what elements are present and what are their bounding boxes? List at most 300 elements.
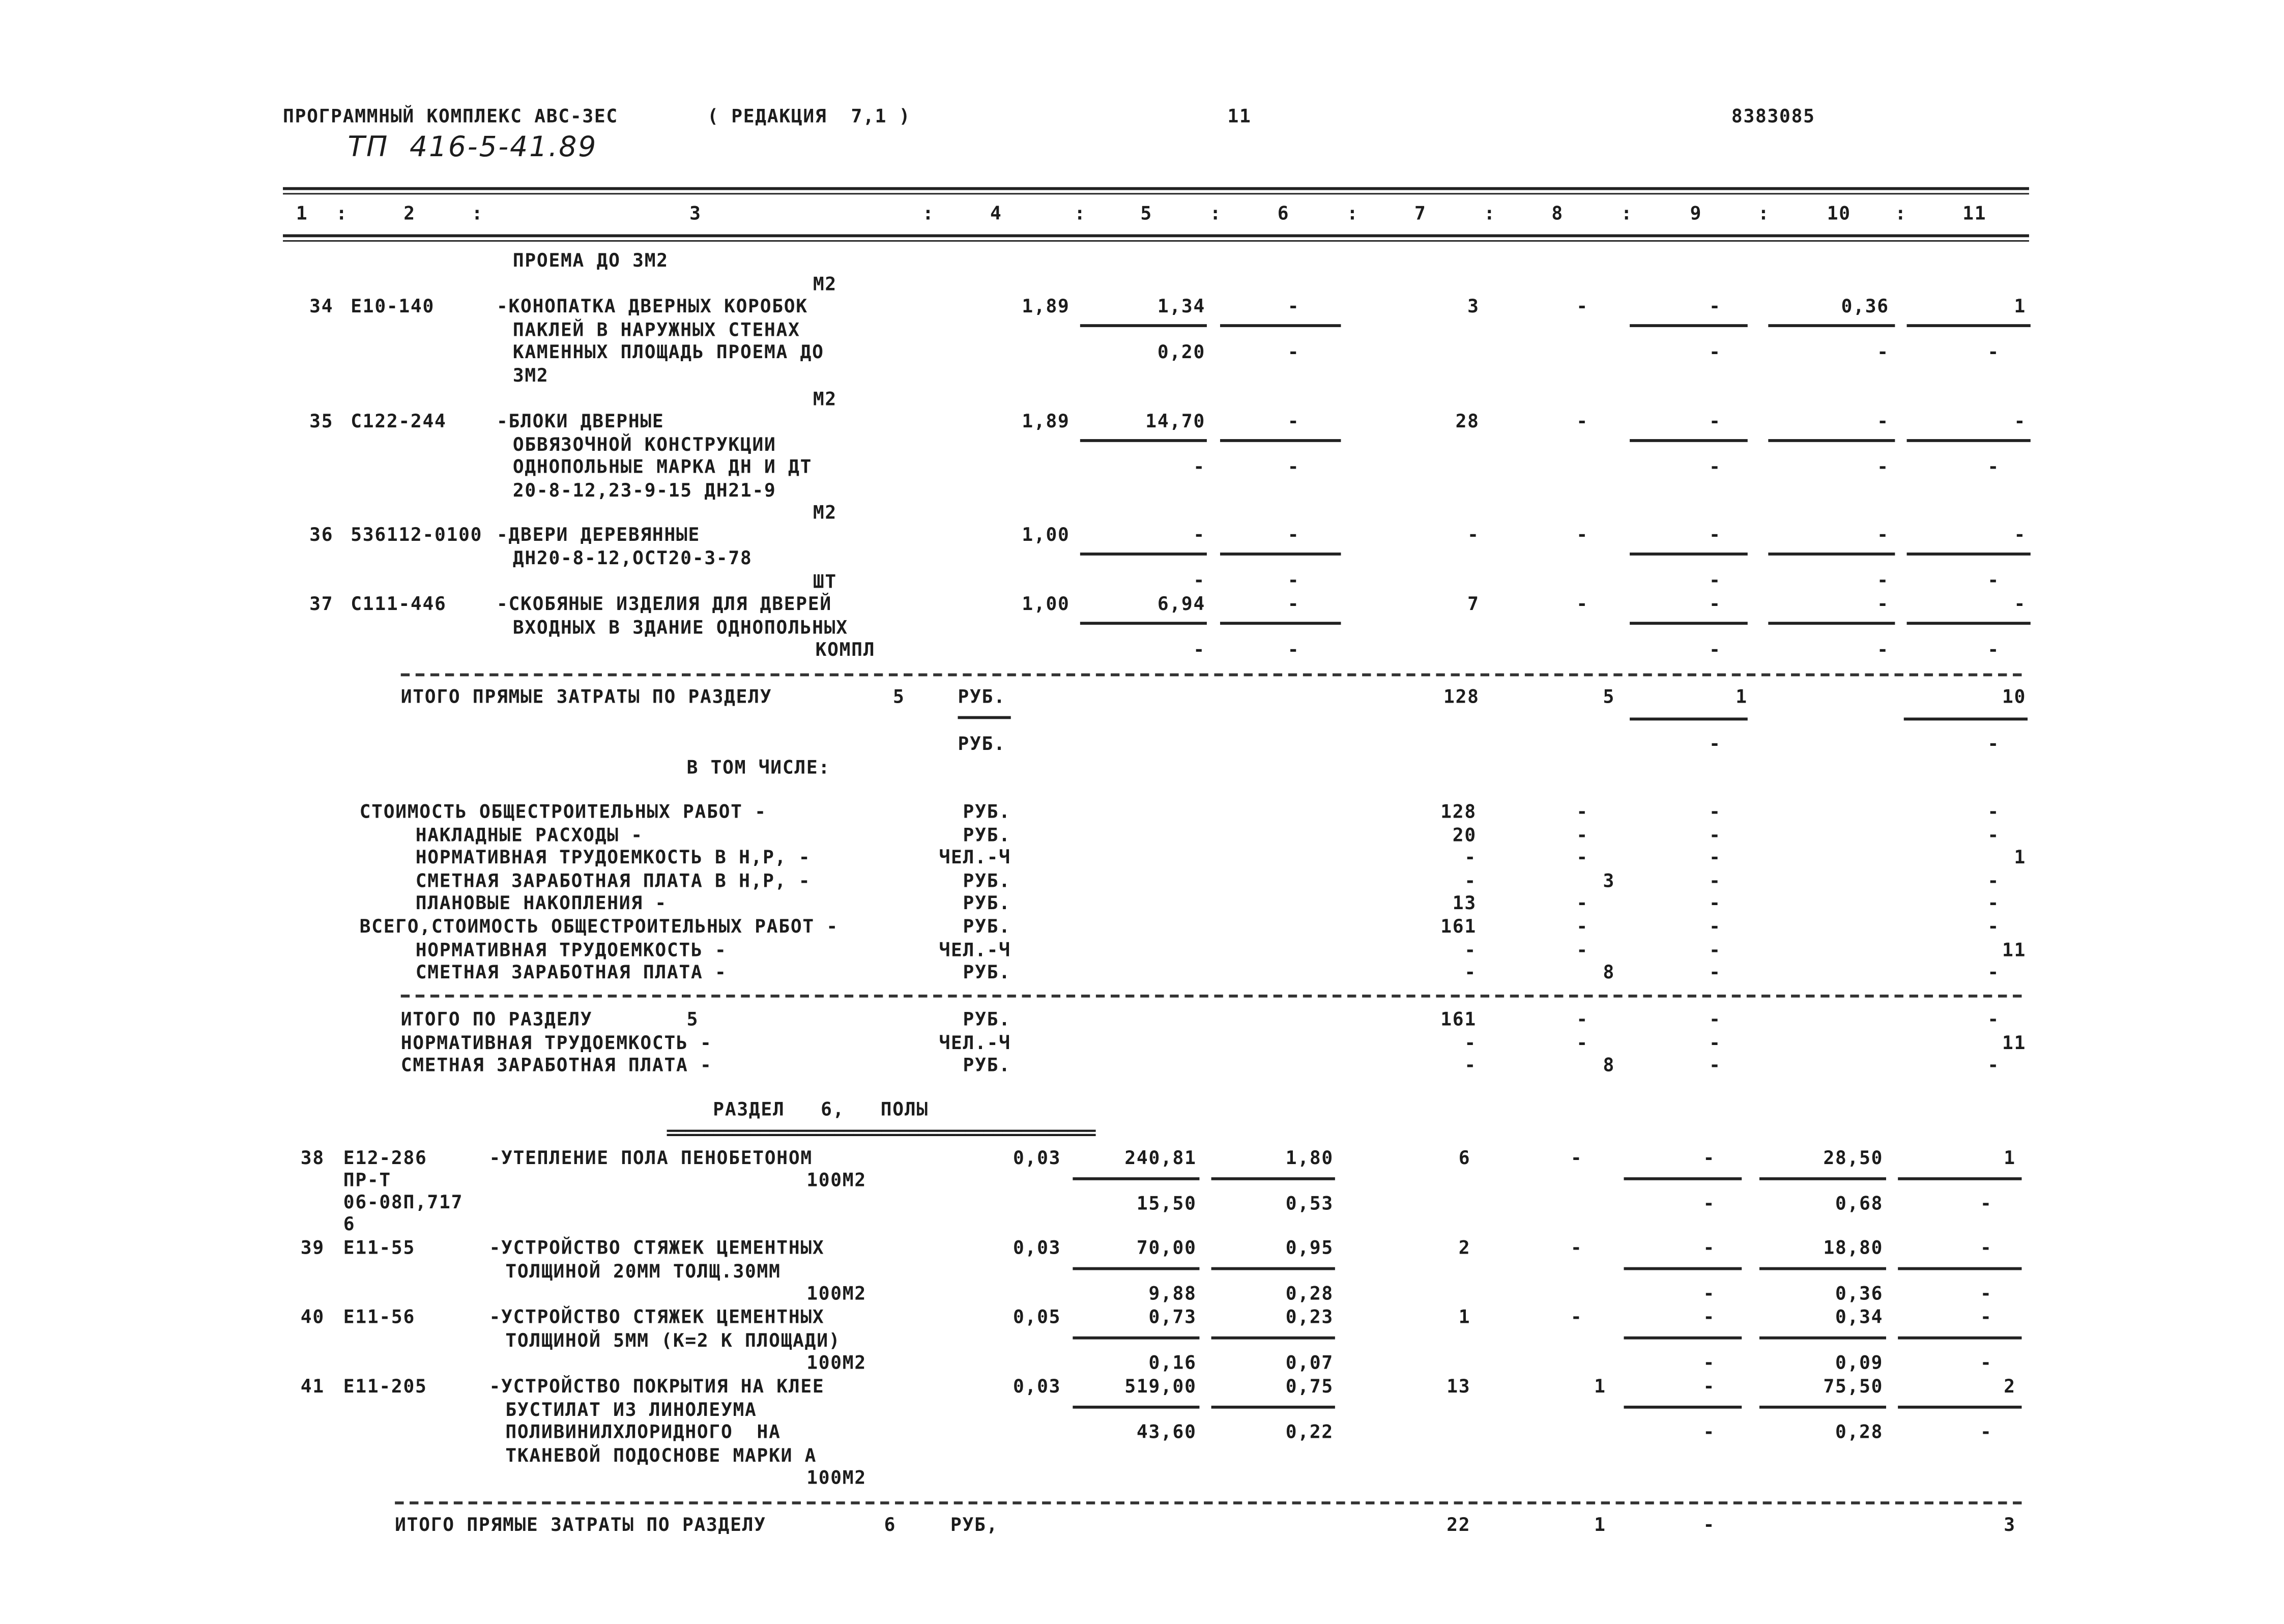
section-total-col11: -	[1987, 1007, 2000, 1030]
item-code: Е11-205	[343, 1375, 427, 1397]
col6-wage: -	[1287, 638, 1300, 660]
col10-value: 18,80	[1823, 1236, 1884, 1259]
breakdown-col8: -	[1576, 846, 1588, 868]
item-description: -СКОБЯНЫЕ ИЗДЕЛИЯ ДЛЯ ДВЕРЕЙ	[496, 592, 832, 615]
col10-value: -	[1877, 523, 1889, 545]
section-total-label: СМЕТНАЯ ЗАРАБОТНАЯ ПЛАТА -	[400, 1054, 712, 1076]
column-separator: :	[1895, 201, 1907, 224]
col6-wage: -	[1287, 340, 1300, 363]
breakdown-col8: 8	[1603, 961, 1615, 983]
cell-rule	[1898, 1177, 2021, 1180]
cell-rule	[1073, 1177, 1199, 1180]
section-total-col7: -	[1464, 1054, 1477, 1076]
unit-cost: -	[1193, 523, 1206, 545]
section5-items-end-rule	[401, 674, 2022, 677]
breakdown-col9: -	[1709, 800, 1721, 823]
col9-value: -	[1709, 410, 1721, 432]
item-code: Е12-286	[343, 1146, 427, 1169]
cell-rule	[1220, 324, 1341, 327]
item-number: 40	[300, 1305, 325, 1328]
breakdown-col7: -	[1464, 869, 1477, 891]
unit-cost: 14,70	[1145, 410, 1206, 432]
col8-value: -	[1576, 295, 1588, 317]
breakdown-unit: РУБ.	[963, 961, 1011, 983]
carry-over-text: ПРОЕМА ДО 3М2	[512, 249, 669, 271]
cell-rule	[1907, 622, 2031, 625]
breakdown-col7: 20	[1452, 823, 1477, 846]
unit-cost: 240,81	[1124, 1146, 1197, 1169]
breakdown-col11: -	[1987, 915, 2000, 937]
item-number: 35	[309, 410, 334, 432]
item-description: -ДВЕРИ ДЕРЕВЯННЫЕ	[496, 523, 701, 545]
direct-total-section: 6	[884, 1513, 897, 1535]
col9-wage: -	[1703, 1282, 1716, 1304]
cell-rule	[1630, 553, 1748, 556]
col11-value: -	[2014, 410, 2027, 432]
col10-value: 75,50	[1823, 1375, 1884, 1397]
column-separator: :	[1758, 201, 1770, 224]
direct-total-col9-wage: -	[1709, 732, 1721, 755]
cell-rule	[1080, 324, 1207, 327]
breakdown-col7: 13	[1452, 892, 1477, 914]
breakdown-col11: -	[1987, 800, 2000, 823]
section-total-col11: -	[1987, 1054, 2000, 1076]
header-rule-bottom	[283, 234, 2029, 237]
direct-total-col11-wage: -	[1987, 732, 2000, 755]
total-cost: 7	[1467, 592, 1480, 615]
breakdown-unit: РУБ.	[963, 915, 1011, 937]
direct-total-unit: РУБ,	[950, 1513, 999, 1535]
direct-total-col9: 1	[1736, 685, 1748, 708]
section-total-col9: -	[1709, 1054, 1721, 1076]
col9-value: -	[1709, 592, 1721, 615]
item-description: ВХОДНЫХ В ЗДАНИЕ ОДНОПОЛЬНЫХ	[512, 615, 848, 637]
header-rule-bottom-2	[283, 240, 2029, 242]
cell-rule	[1624, 1267, 1742, 1270]
item-description: -УТЕПЛЕНИЕ ПОЛА ПЕНОБЕТОНОМ	[489, 1146, 813, 1169]
breakdown-col9: -	[1709, 846, 1721, 868]
including-caption: В ТОМ ЧИСЛЕ:	[686, 756, 830, 778]
item-unit: М2	[813, 387, 837, 410]
item-description: -УСТРОЙСТВО СТЯЖЕК ЦЕМЕНТНЫХ	[489, 1236, 825, 1259]
cell-rule	[1073, 1337, 1199, 1340]
breakdown-col8: -	[1576, 915, 1588, 937]
col6-wage: 0,22	[1285, 1420, 1334, 1443]
breakdown-col8: 3	[1603, 869, 1615, 891]
col10-wage: 0,09	[1835, 1351, 1884, 1374]
breakdown-unit: РУБ.	[963, 823, 1011, 846]
quantity: 1,89	[1022, 410, 1070, 432]
col11-value: -	[2014, 523, 2027, 545]
cell-rule	[1211, 1406, 1335, 1409]
breakdown-end-rule	[401, 995, 2022, 998]
section-6-title: РАЗДЕЛ 6, ПОЛЫ	[713, 1097, 929, 1120]
unit-wage: 9,88	[1148, 1282, 1197, 1304]
section-total-col9: -	[1709, 1031, 1721, 1053]
cell-rule	[1630, 622, 1748, 625]
item-code: С122-244	[351, 410, 447, 432]
cell-rule	[1080, 439, 1207, 442]
item-number: 36	[309, 523, 334, 545]
unit-wage: 15,50	[1136, 1192, 1197, 1214]
cell-rule	[1768, 439, 1895, 442]
unit-wage: 43,60	[1136, 1420, 1197, 1443]
section6-items-end-rule	[395, 1501, 2021, 1504]
cell-rule	[1220, 439, 1341, 442]
section-total-unit: РУБ.	[963, 1054, 1011, 1076]
col10-wage: -	[1877, 340, 1889, 363]
item-description: КАМЕННЫХ ПЛОЩАДЬ ПРОЕМА ДО	[512, 340, 824, 363]
col8-value: -	[1576, 523, 1588, 545]
direct-total-label: ИТОГО ПРЯМЫЕ ЗАТРАТЫ ПО РАЗДЕЛУ	[400, 685, 772, 708]
col6-wage: 0,07	[1285, 1351, 1334, 1374]
breakdown-label: СМЕТНАЯ ЗАРАБОТНАЯ ПЛАТА -	[415, 961, 727, 983]
item-unit: 100М2	[806, 1351, 866, 1374]
col11-wage: -	[1987, 638, 2000, 660]
section-total-col7: -	[1464, 1031, 1477, 1053]
col11-value: -	[1980, 1236, 1992, 1259]
item-code: Е10-140	[351, 295, 435, 317]
breakdown-col9: -	[1709, 869, 1721, 891]
item-number: 38	[300, 1146, 325, 1169]
cell-rule	[1907, 324, 2031, 327]
item-number: 39	[300, 1236, 325, 1259]
column-header-9: 9	[1690, 201, 1702, 224]
col11-wage: -	[1980, 1420, 1992, 1443]
unit-cost: 6,94	[1157, 592, 1206, 615]
item-code-extra: 6	[343, 1212, 356, 1235]
unit-wage: 0,16	[1148, 1351, 1197, 1374]
breakdown-label: ПЛАНОВЫЕ НАКОПЛЕНИЯ -	[415, 892, 667, 914]
cell-rule	[1768, 324, 1895, 327]
direct-total-col11: 10	[2002, 685, 2027, 708]
column-header-6: 6	[1277, 201, 1290, 224]
item-description: ПОЛИВИНИЛХЛОРИДНОГО НА	[505, 1420, 781, 1443]
item-description: -БЛОКИ ДВЕРНЫЕ	[496, 410, 664, 432]
cell-rule	[1624, 1337, 1742, 1340]
section-total-col8: -	[1576, 1007, 1588, 1030]
col11-wage: -	[1987, 568, 2000, 591]
col8-value: -	[1570, 1146, 1583, 1169]
item-description: ТОЛЩИНОЙ 5ММ (К=2 К ПЛОЩАДИ)	[505, 1328, 841, 1351]
breakdown-col7: 161	[1440, 915, 1477, 937]
breakdown-col7: 128	[1440, 800, 1477, 823]
item-unit: М2	[813, 272, 837, 295]
cell-rule	[1624, 1177, 1742, 1180]
col6-value: -	[1287, 592, 1300, 615]
col9-wage: -	[1709, 340, 1721, 363]
unit-cost: 70,00	[1136, 1236, 1197, 1259]
breakdown-col11: -	[1987, 869, 2000, 891]
column-separator: :	[1209, 201, 1222, 224]
cell-rule	[1073, 1267, 1199, 1270]
quantity: 1,89	[1022, 295, 1070, 317]
col10-value: 0,34	[1835, 1305, 1884, 1328]
breakdown-col8: -	[1576, 938, 1588, 961]
breakdown-col7: -	[1464, 846, 1477, 868]
col10-wage: 0,36	[1835, 1282, 1884, 1304]
col10-value: 0,36	[1841, 295, 1889, 317]
breakdown-col11: 11	[2002, 938, 2027, 961]
direct-total-cost: 128	[1443, 685, 1480, 708]
breakdown-label: ВСЕГО,СТОИМОСТЬ ОБЩЕСТРОИТЕЛЬНЫХ РАБОТ -	[359, 915, 839, 937]
item-code: С111-446	[351, 592, 447, 615]
breakdown-col9: -	[1709, 961, 1721, 983]
cell-rule	[1630, 439, 1748, 442]
total-cost: 13	[1447, 1375, 1471, 1397]
item-number: 34	[309, 295, 334, 317]
col9-value: -	[1709, 295, 1721, 317]
breakdown-col9: -	[1709, 892, 1721, 914]
header-rule-top-2	[283, 193, 2029, 194]
cell-rule	[1768, 622, 1895, 625]
cell-rule	[1907, 553, 2031, 556]
unit-cost: 0,73	[1148, 1305, 1197, 1328]
quantity: 0,03	[1013, 1146, 1061, 1169]
col11-wage: -	[1980, 1351, 1992, 1374]
total-cost: 1	[1458, 1305, 1471, 1328]
breakdown-label: НОРМАТИВНАЯ ТРУДОЕМКОСТЬ -	[415, 938, 727, 961]
section-total-col8: -	[1576, 1031, 1588, 1053]
section-total-col11: 11	[2002, 1031, 2027, 1053]
col10-wage: -	[1877, 455, 1889, 478]
col8-value: -	[1570, 1305, 1583, 1328]
item-description: -КОНОПАТКА ДВЕРНЫХ КОРОБОК	[496, 295, 808, 317]
col8-value: 1	[1594, 1375, 1606, 1397]
breakdown-col11: -	[1987, 823, 2000, 846]
col9-wage: -	[1703, 1351, 1716, 1374]
total-cost: 3	[1467, 295, 1480, 317]
cell-rule	[1220, 553, 1341, 556]
cell-rule	[1211, 1337, 1335, 1340]
breakdown-col7: -	[1464, 938, 1477, 961]
total-cost: 6	[1458, 1146, 1471, 1169]
breakdown-col11: 1	[2014, 846, 2027, 868]
section-total-unit: РУБ.	[963, 1007, 1011, 1030]
breakdown-unit: РУБ.	[963, 869, 1011, 891]
total-cost: 28	[1455, 410, 1480, 432]
col11-value: 1	[2004, 1146, 2016, 1169]
quantity: 0,03	[1013, 1375, 1061, 1397]
col11-wage: -	[1987, 455, 2000, 478]
cell-rule	[1759, 1267, 1886, 1270]
cell-rule	[1073, 1406, 1199, 1409]
cell-rule	[1898, 1337, 2021, 1340]
col6-wage: -	[1287, 455, 1300, 478]
item-code: Е11-55	[343, 1236, 416, 1259]
item-description: ПАКЛЕЙ В НАРУЖНЫХ СТЕНАХ	[512, 317, 800, 340]
quantity: 1,00	[1022, 523, 1070, 545]
col9-wage: -	[1703, 1420, 1716, 1443]
col11-wage: -	[1987, 340, 2000, 363]
column-header-5: 5	[1140, 201, 1152, 224]
item-code: 536112-0100	[351, 523, 483, 545]
breakdown-label: НОРМАТИВНАЯ ТРУДОЕМКОСТЬ В Н,Р, -	[415, 846, 811, 868]
direct-total-section: 5	[893, 685, 905, 708]
col10-wage: 0,68	[1835, 1192, 1884, 1214]
breakdown-col9: -	[1709, 915, 1721, 937]
col9-value: -	[1703, 1375, 1716, 1397]
col6-wage: 0,53	[1285, 1192, 1334, 1214]
item-code: Е11-56	[343, 1305, 416, 1328]
column-header-8: 8	[1551, 201, 1564, 224]
breakdown-col7: -	[1464, 961, 1477, 983]
breakdown-col8: -	[1576, 892, 1588, 914]
col10-value: -	[1877, 410, 1889, 432]
col10-value: -	[1877, 592, 1889, 615]
program-name: ПРОГРАММНЫЙ КОМПЛЕКС АВС-3ЕС	[283, 104, 619, 127]
section-total-number: 5	[686, 1007, 699, 1030]
col11-value: -	[1980, 1305, 1992, 1328]
col9-value: -	[1703, 1236, 1716, 1259]
item-unit: 100М2	[806, 1282, 866, 1304]
column-separator: :	[471, 201, 484, 224]
col6-value: 1,80	[1285, 1146, 1334, 1169]
item-description: ОБВЯЗОЧНОЙ КОНСТРУКЦИИ	[512, 432, 776, 455]
column-header-1: 1	[296, 201, 308, 224]
col9-wage: -	[1709, 638, 1721, 660]
col9-wage: -	[1709, 455, 1721, 478]
breakdown-unit: РУБ.	[963, 892, 1011, 914]
item-number: 37	[309, 592, 334, 615]
breakdown-unit: ЧЕЛ.-Ч	[939, 846, 1011, 868]
section-total-col7: 161	[1440, 1007, 1477, 1030]
breakdown-label: СМЕТНАЯ ЗАРАБОТНАЯ ПЛАТА В Н,Р, -	[415, 869, 811, 891]
total-cost: 2	[1458, 1236, 1471, 1259]
unit-wage: -	[1193, 638, 1206, 660]
cell-rule	[1080, 622, 1207, 625]
col10-wage: -	[1877, 638, 1889, 660]
col11-value: 2	[2004, 1375, 2016, 1397]
item-number: 41	[300, 1375, 325, 1397]
quantity: 0,03	[1013, 1236, 1061, 1259]
col6-wage: 0,28	[1285, 1282, 1334, 1304]
direct-total-unit: РУБ.	[958, 685, 1006, 708]
col9-value: -	[1703, 1146, 1716, 1169]
cell-rule	[1630, 717, 1748, 720]
item-unit: М2	[813, 501, 837, 524]
direct-total-cost: 22	[1447, 1513, 1471, 1535]
col10-wage: 0,28	[1835, 1420, 1884, 1443]
col8-value: -	[1576, 592, 1588, 615]
item-description: ДН20-8-12,ОСТ20-3-78	[512, 546, 753, 568]
cell-rule	[1907, 439, 2031, 442]
direct-total-unit-2: РУБ.	[958, 732, 1006, 755]
header-rule-top	[283, 187, 2029, 190]
breakdown-col8: -	[1576, 800, 1588, 823]
column-header-2: 2	[403, 201, 416, 224]
item-description: 3М2	[512, 363, 549, 386]
project-number: ТП 416-5-41.89	[348, 131, 598, 164]
breakdown-label: НАКЛАДНЫЕ РАСХОДЫ -	[415, 823, 643, 846]
column-header-11: 11	[1962, 201, 1987, 224]
direct-total-col8: 5	[1603, 685, 1615, 708]
unit-rule	[958, 716, 1010, 719]
total-cost: -	[1467, 523, 1480, 545]
col11-value: -	[2014, 592, 2027, 615]
edition: ( РЕДАКЦИЯ 7,1 )	[707, 104, 911, 127]
item-unit: ШТ	[813, 570, 837, 593]
col6-value: -	[1287, 410, 1300, 432]
section-total-unit: ЧЕЛ.-Ч	[939, 1031, 1011, 1053]
cell-rule	[1211, 1177, 1335, 1180]
breakdown-label: СТОИМОСТЬ ОБЩЕСТРОИТЕЛЬНЫХ РАБОТ -	[359, 800, 767, 823]
col9-value: -	[1703, 1305, 1716, 1328]
col10-wage: -	[1877, 568, 1889, 591]
column-separator: :	[1621, 201, 1633, 224]
item-code-extra: 06-08П,717	[343, 1191, 464, 1213]
col6-value: 0,95	[1285, 1236, 1334, 1259]
col8-value: -	[1570, 1236, 1583, 1259]
section-total-col9: -	[1709, 1007, 1721, 1030]
col8-value: -	[1576, 410, 1588, 432]
section-total-col8: 8	[1603, 1054, 1615, 1076]
col6-value: -	[1287, 295, 1300, 317]
cell-rule	[1759, 1406, 1886, 1409]
breakdown-col11: -	[1987, 961, 2000, 983]
item-description: ТКАНЕВОЙ ПОДОСНОВЕ МАРКИ А	[505, 1443, 817, 1466]
breakdown-unit: РУБ.	[963, 800, 1011, 823]
cell-rule	[1898, 1267, 2021, 1270]
cell-rule	[1220, 622, 1341, 625]
item-description: ТОЛЩИНОЙ 20ММ ТОЛЩ.30ММ	[505, 1259, 781, 1282]
cell-rule	[1768, 553, 1895, 556]
unit-wage: 0,20	[1157, 340, 1206, 363]
col9-wage: -	[1703, 1192, 1716, 1214]
cell-rule	[1898, 1406, 2021, 1409]
col11-wage: -	[1980, 1192, 1992, 1214]
col6-value: 0,23	[1285, 1305, 1334, 1328]
item-description: -УСТРОЙСТВО ПОКРЫТИЯ НА КЛЕЕ	[489, 1375, 825, 1397]
cell-rule	[1759, 1337, 1886, 1340]
direct-total-col8: 1	[1594, 1513, 1606, 1535]
item-description: -УСТРОЙСТВО СТЯЖЕК ЦЕМЕНТНЫХ	[489, 1305, 825, 1328]
column-header-7: 7	[1414, 201, 1427, 224]
unit-cost: 1,34	[1157, 295, 1206, 317]
unit-wage: -	[1193, 455, 1206, 478]
breakdown-col9: -	[1709, 823, 1721, 846]
cell-rule	[1624, 1406, 1742, 1409]
breakdown-col8: -	[1576, 823, 1588, 846]
cell-rule	[1904, 717, 2028, 720]
column-header-4: 4	[990, 201, 1002, 224]
column-separator: :	[1074, 201, 1086, 224]
col9-wage: -	[1709, 568, 1721, 591]
column-separator: :	[922, 201, 935, 224]
col11-value: 1	[2014, 295, 2027, 317]
section-total-label: ИТОГО ПО РАЗДЕЛУ	[400, 1007, 593, 1030]
col6-value: 0,75	[1285, 1375, 1334, 1397]
direct-total-col9: -	[1703, 1513, 1716, 1535]
quantity: 1,00	[1022, 592, 1070, 615]
column-separator: :	[1347, 201, 1359, 224]
col11-wage: -	[1980, 1282, 1992, 1304]
column-header-3: 3	[689, 201, 702, 224]
column-separator: :	[336, 201, 348, 224]
cell-rule	[1080, 553, 1207, 556]
col9-value: -	[1709, 523, 1721, 545]
section-total-label: НОРМАТИВНАЯ ТРУДОЕМКОСТЬ -	[400, 1031, 712, 1053]
cell-rule	[1630, 324, 1748, 327]
col6-wage: -	[1287, 568, 1300, 591]
item-description: 20-8-12,23-9-15 ДН21-9	[512, 478, 776, 501]
quantity: 0,05	[1013, 1305, 1061, 1328]
unit-wage: -	[1193, 568, 1206, 591]
direct-total-col11: 3	[2004, 1513, 2016, 1535]
breakdown-unit: ЧЕЛ.-Ч	[939, 938, 1011, 961]
item-description: БУСТИЛАТ ИЗ ЛИНОЛЕУМА	[505, 1397, 757, 1420]
item-unit: КОМПЛ	[815, 638, 876, 660]
